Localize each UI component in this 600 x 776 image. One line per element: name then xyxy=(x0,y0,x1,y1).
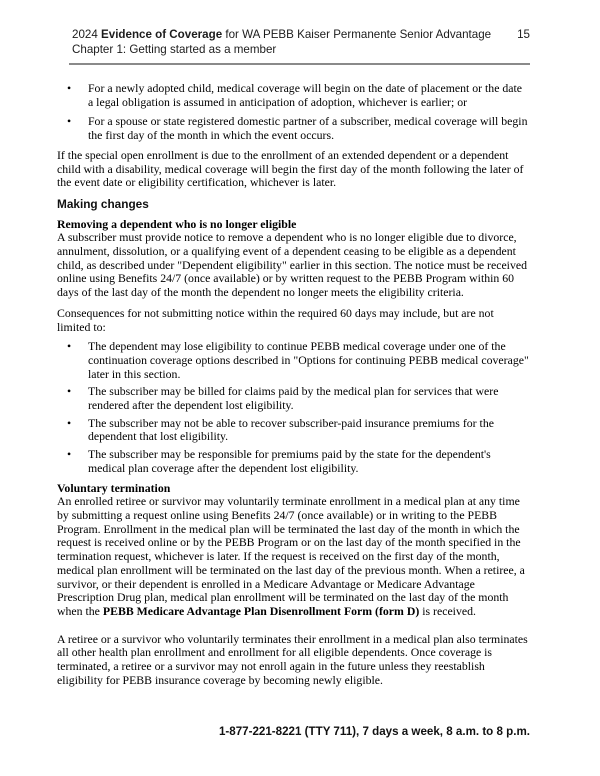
disenrollment-form-name: PEBB Medicare Advantage Plan Disenrollment Form (form D) xyxy=(102,603,420,618)
header-row xyxy=(72,28,530,43)
voluntary-paragraph-1-tail: is received. xyxy=(419,603,476,618)
consequences-bullet-list xyxy=(57,340,530,475)
bullet-text: For a spouse or state registered domestic partner of a subscriber, medical coverage will begin the first day of the month in which the event occurs. xyxy=(88,114,528,143)
intro-bullet-list xyxy=(57,82,530,143)
header-title-plan-name: for WA PEBB Kaiser Permanente Senior Advantage xyxy=(222,28,492,41)
consequences-intro-paragraph: Consequences for not submitting notice within the required 60 days may include, but are not limited to: xyxy=(57,305,494,334)
bullet-item xyxy=(57,82,530,109)
removing-paragraph: A subscriber must provide notice to remove a dependent who is no longer eligible due to divorce, annulment, dissolution, or a qualifying event of a dependent ceasing to be eligible as a dependent child, as described under "Dependent eligibility" earlier in this section. The notice must be received online using Benefits 24/7 (once available) or by written request to the PEBB Program within 60 days of the last day of the month the dependent no longer meets the eligibility criteria. xyxy=(57,230,527,300)
page-number: 15 xyxy=(517,28,530,41)
header-title xyxy=(72,28,491,43)
section-heading-making-changes: Making changes xyxy=(57,196,149,211)
voluntary-paragraph-1 xyxy=(57,495,530,618)
bullet-text: The subscriber may be billed for claims paid by the medical plan for services that were rendered after the dependent lost eligibility. xyxy=(88,384,499,413)
page-header xyxy=(72,28,530,57)
header-divider-rule xyxy=(69,63,530,65)
bullet-item xyxy=(57,448,530,475)
bullet-icon: • xyxy=(67,114,72,129)
bullet-item xyxy=(57,115,530,142)
bullet-item xyxy=(57,417,530,444)
intro-paragraph: If the special open enrollment is due to the enrollment of an extended dependent or a dependent child with a disability, medical coverage will begin the first day of the month following the later of the event date or eligibility certification, whichever is later. xyxy=(57,147,524,190)
page-body xyxy=(57,82,530,687)
subsection-heading-voluntary-termination: Voluntary termination xyxy=(57,480,171,495)
bullet-text: The subscriber may not be able to recover subscriber-paid insurance premiums for the dependent that lost eligibility. xyxy=(88,415,494,444)
bullet-icon: • xyxy=(67,384,72,399)
bullet-icon: • xyxy=(67,415,72,430)
header-chapter-line: Chapter 1: Getting started as a member xyxy=(72,42,277,56)
bullet-item xyxy=(57,340,530,381)
bullet-text: The dependent may lose eligibility to continue PEBB medical coverage under one of the continuation coverage options described in "Options for continuing PEBB medical coverage" later in this section. xyxy=(88,339,529,381)
header-title-year: 2024 xyxy=(72,28,102,41)
header-title-doc-name: Evidence of Coverage xyxy=(101,28,223,41)
bullet-item xyxy=(57,385,530,412)
bullet-text: For a newly adopted child, medical coverage will begin on the date of placement or the date a legal obligation is assumed in anticipation of adoption, whichever is earlier; or xyxy=(88,81,523,109)
bullet-icon: • xyxy=(67,447,72,462)
footer-phone-line: 1-877-221-8221 (TTY 711), 7 days a week, 8 a.m. to 8 p.m. xyxy=(218,725,530,738)
voluntary-paragraph-1-text: An enrolled retiree or survivor may voluntarily terminate enrollment in a medical plan at any time by submitting a request online using Benefits 24/7 (once available) or in writing to the PEBB Program. Enrollment in the medical plan will be terminated the last day of the month in which the request is received online or by the PEBB Program or on the last day of the month specified in the termination request, whichever is later. If the request is received on the first day of the month, medical plan enrollment will be terminated on the last day of the previous month. When a retiree, a survivor, or their dependent is enrolled in a Medicare Advantage or Medicare Advantage Prescription Drug plan, medical plan enrollment will be terminated on the last day of the month when the xyxy=(57,494,525,618)
bullet-icon: • xyxy=(67,339,72,354)
bullet-text: The subscriber may be responsible for premiums paid by the state for the dependent's medical plan coverage after the dependent lost eligibility. xyxy=(88,447,491,475)
bullet-icon: • xyxy=(67,81,72,95)
subsection-heading-removing-dependent: Removing a dependent who is no longer eligible xyxy=(57,216,297,231)
voluntary-paragraph-2: A retiree or a survivor who voluntarily terminates their enrollment in a medical plan also terminates all other health plan enrollment and enrollment for all eligible dependents. Once coverage is terminated, a retiree or a survivor may not enroll again in the future unless they reestablish eligibility for PEBB insurance coverage by becoming newly eligible. xyxy=(57,631,528,687)
